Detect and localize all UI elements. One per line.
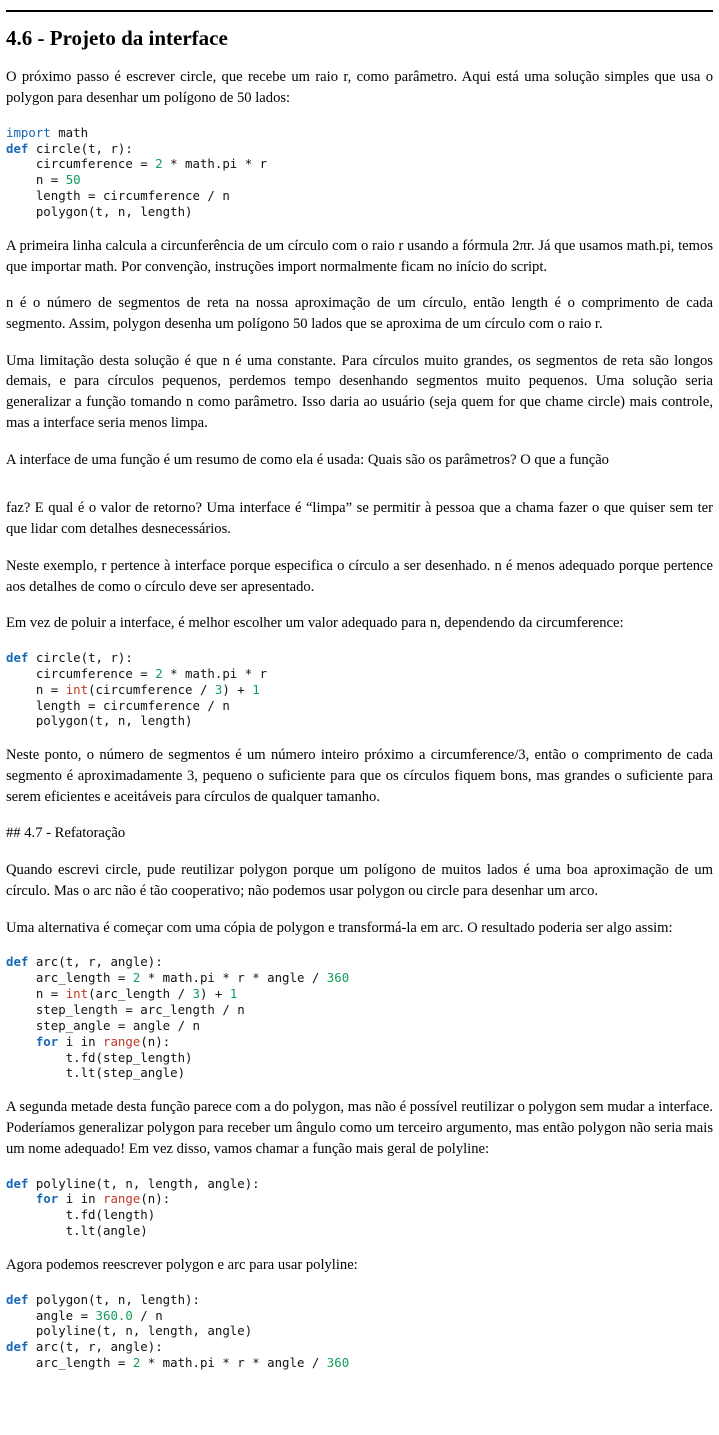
code-block: import math def circle(t, r): circumference = 2 * math.pi * r n = 50 length = circumference / n polygon(t, n, length) bbox=[6, 124, 268, 219]
code-block: def arc(t, r, angle): arc_length = 2 * math.pi * r * angle / 360 n = int(arc_length / 3) + 1 step_length = arc_length / n step_angle = angle / n for i in range(n): t.fd(step_length) t.lt(step_angle) bbox=[6, 954, 350, 1081]
paragraph: A interface de uma função é um resumo de como ela é usada: Quais são os parâmetros? O que a função bbox=[6, 451, 609, 468]
code-block: def polyline(t, n, length, angle): for i in range(n): t.fd(length) t.lt(angle) bbox=[6, 1175, 260, 1239]
paragraph: Neste ponto, o número de segmentos é um número inteiro próximo a circumference/3, então o comprimento de cada segmento é aproximadamente 3, pequeno o suficiente para que os círculos fiquem bons, mas grandes o suficiente para serem eficientes e aceitáveis para círculos de qualquer tamanho. bbox=[6, 747, 713, 805]
subsection-heading: ## 4.7 - Refatoração bbox=[6, 825, 126, 842]
paragraph: Uma limitação desta solução é que n é uma constante. Para círculos muito grandes, os segmentos de reta são longos demais, e para círculos pequenos, perdemos tempo desenhando segmentos muito pequenos. Uma solução seria generalizar a função tomando n como parâmetro. Isso daria ao usuário (seja quem for que chame circle) mais controle, mas a interface seria menos limpa. bbox=[6, 352, 713, 431]
code-block: def circle(t, r): circumference = 2 * math.pi * r n = int(circumference / 3) + 1 length = circumference / n polygon(t, n, length) bbox=[6, 649, 268, 729]
page-top-rule bbox=[6, 10, 713, 12]
paragraph: Uma alternativa é começar com uma cópia de polygon e transformá-la em arc. O resultado poderia ser algo assim: bbox=[6, 919, 673, 936]
paragraph: A primeira linha calcula a circunferência de um círculo com o raio r usando a fórmula 2πr. Já que usamos math.pi, temos que importar math. Por convenção, instruções import normalmente ficam no início do script. bbox=[6, 237, 713, 275]
paragraph: Neste exemplo, r pertence à interface porque especifica o círculo a ser desenhado. n é menos adequado porque pertence aos detalhes de como o círculo deve ser apresentado. bbox=[6, 557, 713, 595]
paragraph: Em vez de poluir a interface, é melhor escolher um valor adequado para n, dependendo da circumference: bbox=[6, 615, 624, 632]
paragraph: n é o número de segmentos de reta na nossa aproximação de um círculo, então length é o comprimento de cada segmento. Assim, polygon desenha um polígono 50 lados que se aproxima de um círculo com o raio r. bbox=[6, 295, 713, 333]
paragraph: Agora podemos reescrever polygon e arc para usar polyline: bbox=[6, 1257, 358, 1273]
page-break-gap bbox=[6, 488, 713, 498]
paragraph: faz? E qual é o valor de retorno? Uma interface é “limpa” se permitir à pessoa que a chama fazer o que quiser sem ter que lidar com detalhes desnecessários. bbox=[6, 500, 713, 538]
paragraph: Quando escrevi circle, pude reutilizar polygon porque um polígono de muitos lados é uma boa aproximação de um círculo. Mas o arc não é tão cooperativo; não podemos usar polygon ou circle para desenhar um arco. bbox=[6, 862, 713, 899]
paragraph: O próximo passo é escrever circle, que recebe um raio r, como parâmetro. Aqui está uma solução simples que usa o polygon para desenhar um polígono de 50 lados: bbox=[6, 69, 713, 106]
paragraph: A segunda metade desta função parece com a do polygon, mas não é possível reutilizar o polygon sem mudar a interface. Poderíamos generalizar polygon para receber um ângulo como um terceiro argumento, mas então polygon não seria mais um nome adequado! Em vez disso, vamos chamar a função mais geral de polyline: bbox=[6, 1099, 713, 1157]
code-block: def polygon(t, n, length): angle = 360.0 / n polyline(t, n, length, angle) def arc(t, r, angle): arc_length = 2 * math.pi * r * angle / 360 bbox=[6, 1291, 350, 1371]
page-title: 4.6 - Projeto da interface bbox=[6, 26, 228, 50]
